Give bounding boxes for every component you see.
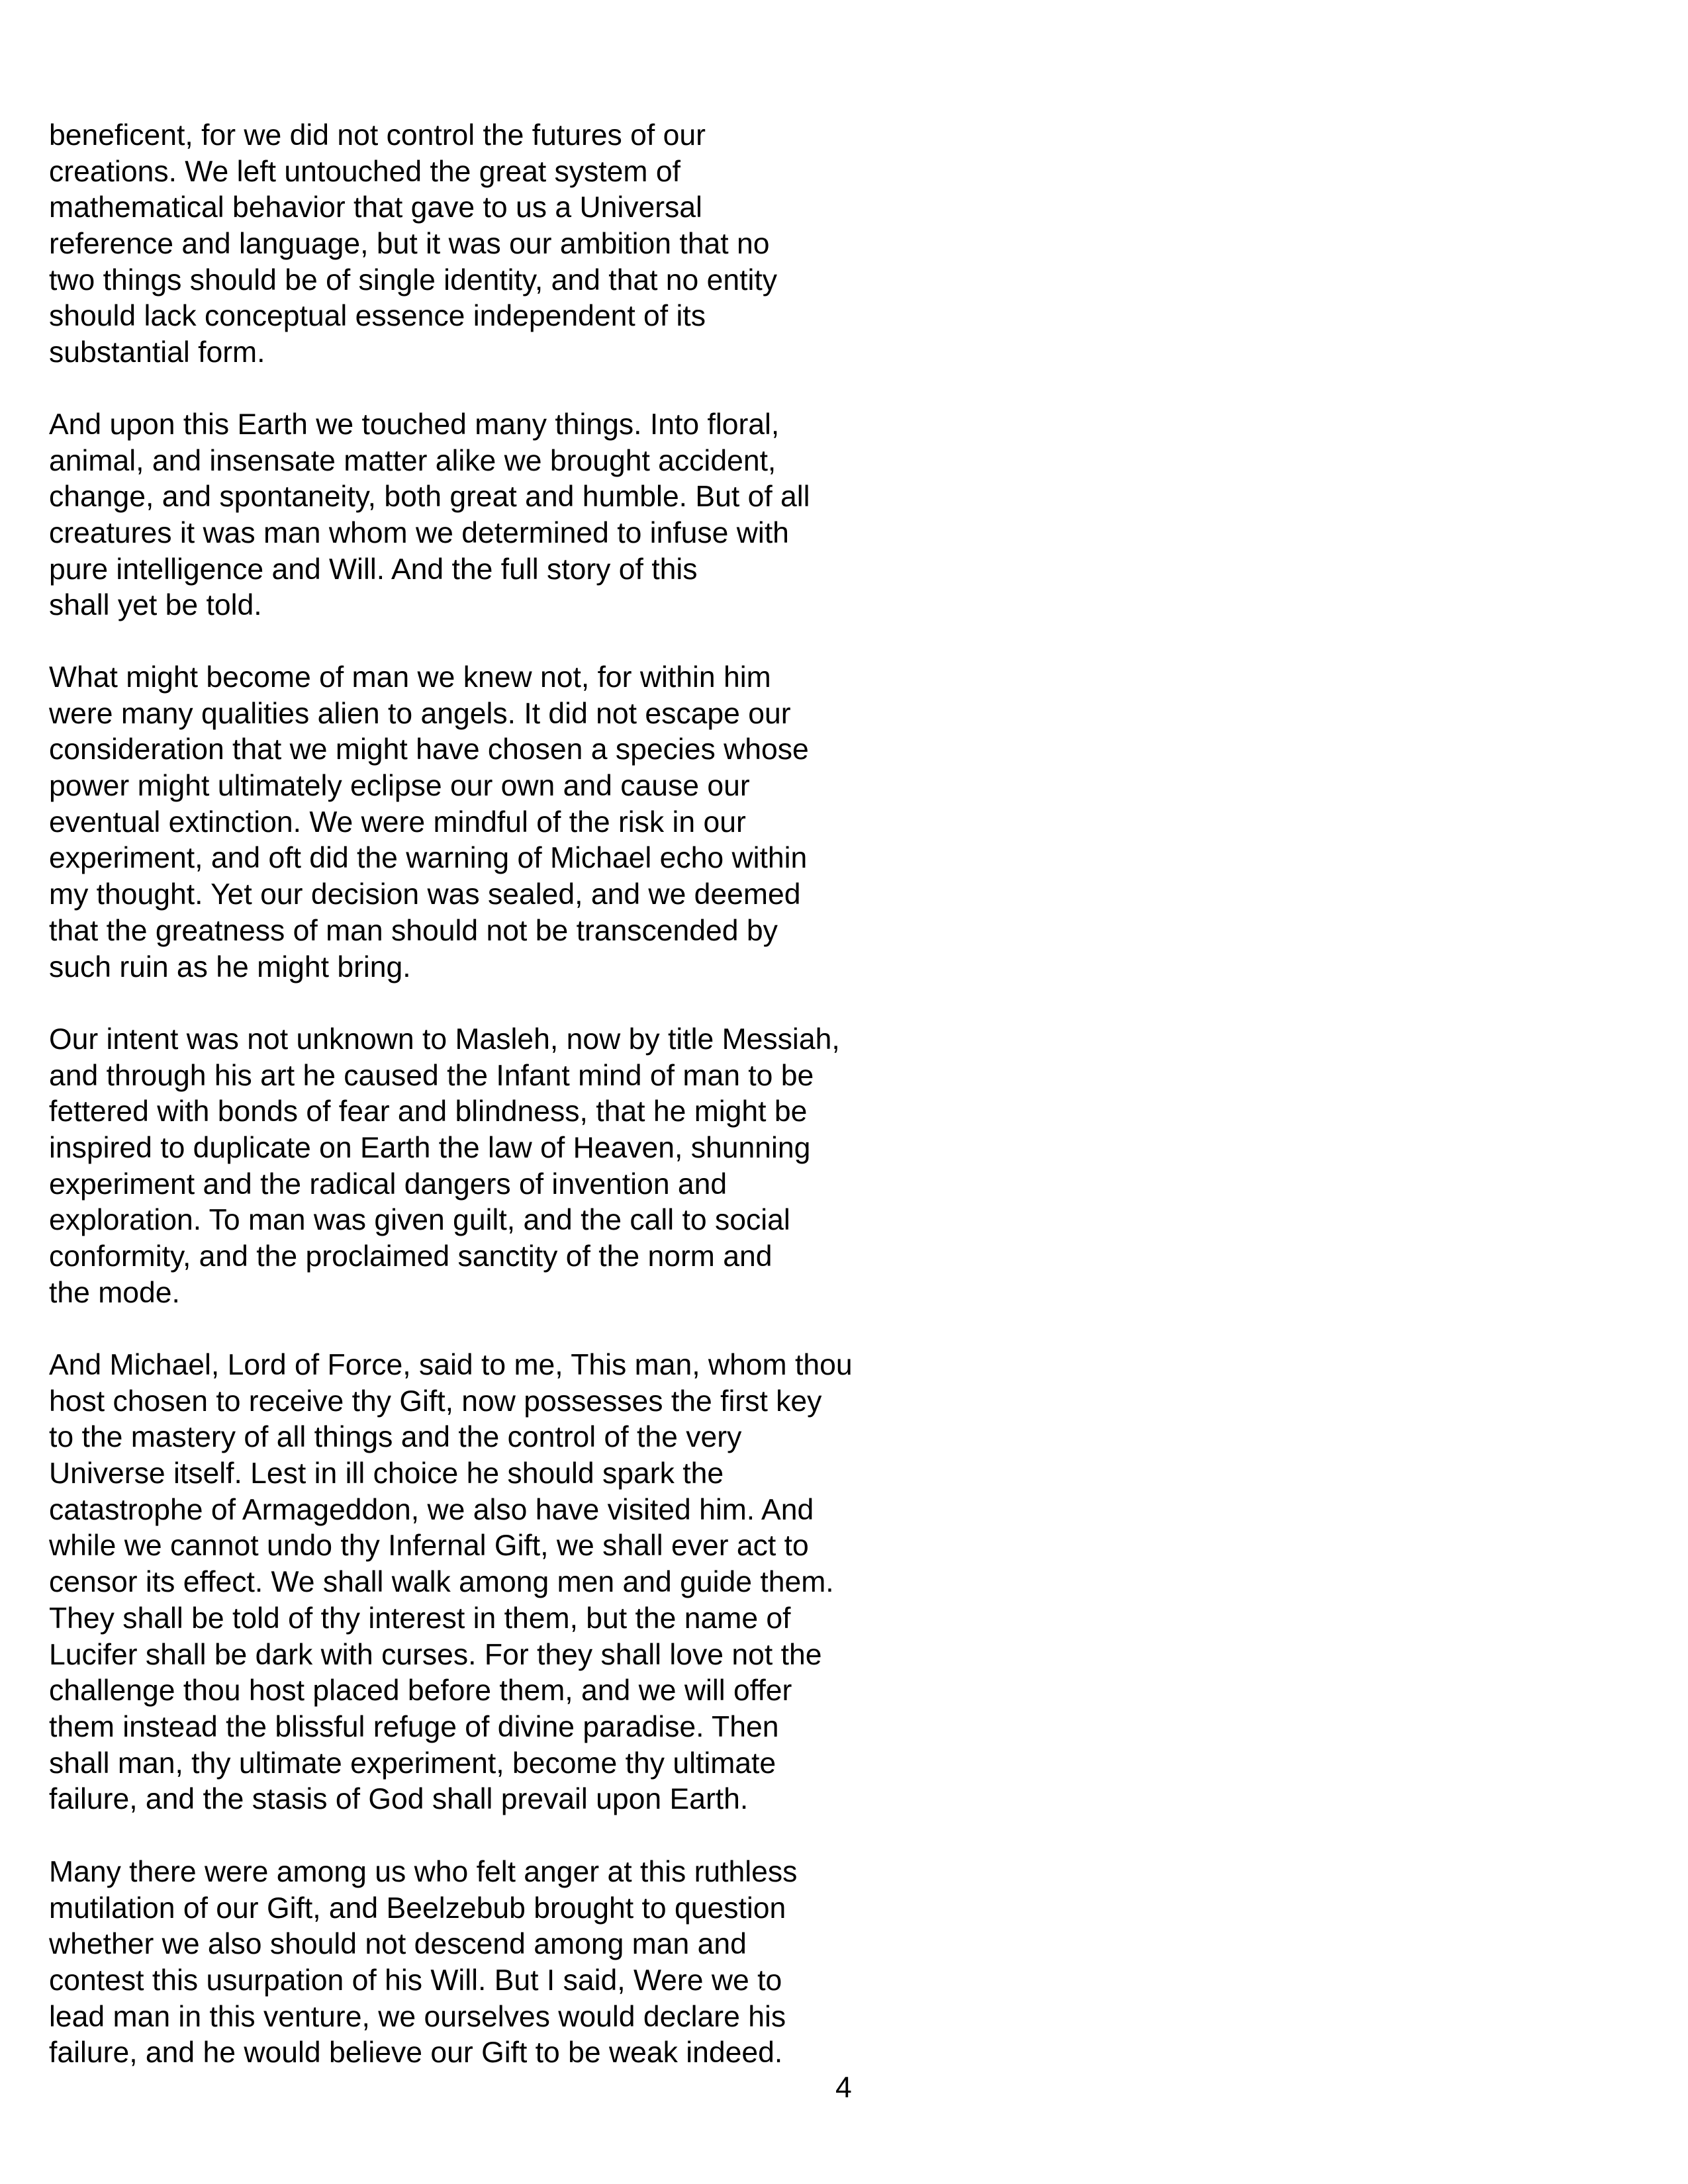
text-line: contest this usurpation of his Will. But I said, Were we to [49, 1964, 782, 1997]
text-line: lead man in this venture, we ourselves would declare his [49, 2000, 786, 2033]
text-line: while we cannot undo thy Infernal Gift, we shall ever act to [49, 1529, 809, 1563]
text-line: to the mastery of all things and the control of the very [49, 1421, 742, 1454]
text-line: animal, and insensate matter alike we brought accident, [49, 444, 776, 477]
paragraph-2 [49, 407, 896, 624]
text-line: censor its effect. We shall walk among men and guide them. [49, 1566, 834, 1599]
text-line: them instead the blissful refuge of divine paradise. Then [49, 1710, 779, 1743]
text-line: catastrophe of Armageddon, we also have visited him. And [49, 1493, 814, 1526]
text-line: host chosen to receive thy Gift, now possesses the first key [49, 1385, 822, 1418]
paragraph-1 [49, 118, 896, 371]
text-line: mathematical behavior that gave to us a Universal [49, 191, 702, 224]
text-line: Our intent was not unknown to Masleh, now by title Messiah, [49, 1023, 840, 1056]
text-line: reference and language, but it was our ambition that no [49, 228, 770, 261]
text-line: eventual extinction. We were mindful of the risk in our [49, 805, 746, 839]
text-line: And Michael, Lord of Force, said to me, This man, whom thou [49, 1349, 853, 1381]
text-line: shall man, thy ultimate experiment, become thy ultimate [49, 1747, 776, 1780]
text-line: the mode. [49, 1276, 180, 1309]
text-line: And upon this Earth we touched many things. Into floral, [49, 408, 780, 441]
text-line: They shall be told of thy interest in them, but the name of [49, 1602, 791, 1635]
text-line: my thought. Yet our decision was sealed, and we deemed [49, 878, 801, 911]
text-line: What might become of man we knew not, for within him [49, 661, 771, 694]
text-line: consideration that we might have chosen a species whose [49, 733, 809, 766]
text-line: failure, and the stasis of God shall prevail upon Earth. [49, 1783, 749, 1816]
text-line: beneficent, for we did not control the futures of our [49, 119, 706, 152]
paragraph-3 [49, 660, 896, 985]
text-line: fettered with bonds of fear and blindness, that he might be [49, 1095, 808, 1128]
text-line: experiment, and oft did the warning of Michael echo within [49, 842, 808, 875]
text-line: power might ultimately eclipse our own and cause our [49, 770, 750, 803]
text-line: inspired to duplicate on Earth the law of Heaven, shunning [49, 1132, 811, 1165]
text-line: change, and spontaneity, both great and humble. But of all [49, 480, 810, 514]
text-line: conformity, and the proclaimed sanctity of the norm and [49, 1240, 773, 1273]
text-line: exploration. To man was given guilt, and the call to social [49, 1204, 790, 1237]
text-line: challenge thou host placed before them, and we will offer [49, 1674, 792, 1707]
text-line: Universe itself. Lest in ill choice he should spark the [49, 1457, 724, 1490]
text-line: failure, and he would believe our Gift to be weak indeed. [49, 2036, 783, 2070]
page-number: 4 [835, 2071, 852, 2104]
text-line: such ruin as he might bring. [49, 950, 411, 983]
text-line: two things should be of single identity, and that no entity [49, 263, 778, 296]
text-line: whether we also should not descend among man and [49, 1928, 747, 1961]
text-line: substantial form. [49, 336, 265, 369]
text-line: were many qualities alien to angels. It did not escape our [49, 697, 791, 730]
text-line: pure intelligence and Will. And the full story of this [49, 553, 698, 586]
text-line: experiment and the radical dangers of invention and [49, 1167, 727, 1201]
paragraph-4 [49, 1022, 896, 1312]
text-line: should lack conceptual essence independent of its [49, 300, 706, 333]
paragraph-6 [49, 1854, 896, 2071]
text-line: and through his art he caused the Infant mind of man to be [49, 1059, 814, 1092]
text-line: shall yet be told. [49, 589, 262, 622]
text-line: that the greatness of man should not be transcended by [49, 914, 778, 947]
text-line: mutilation of our Gift, and Beelzebub brought to question [49, 1891, 786, 1925]
text-line: creatures it was man whom we determined to infuse with [49, 517, 789, 550]
text-line: Many there were among us who felt anger at this ruthless [49, 1856, 798, 1888]
text-line: Lucifer shall be dark with curses. For they shall love not the [49, 1638, 822, 1671]
text-line: creations. We left untouched the great system of [49, 155, 680, 188]
paragraph-5 [49, 1347, 896, 1818]
